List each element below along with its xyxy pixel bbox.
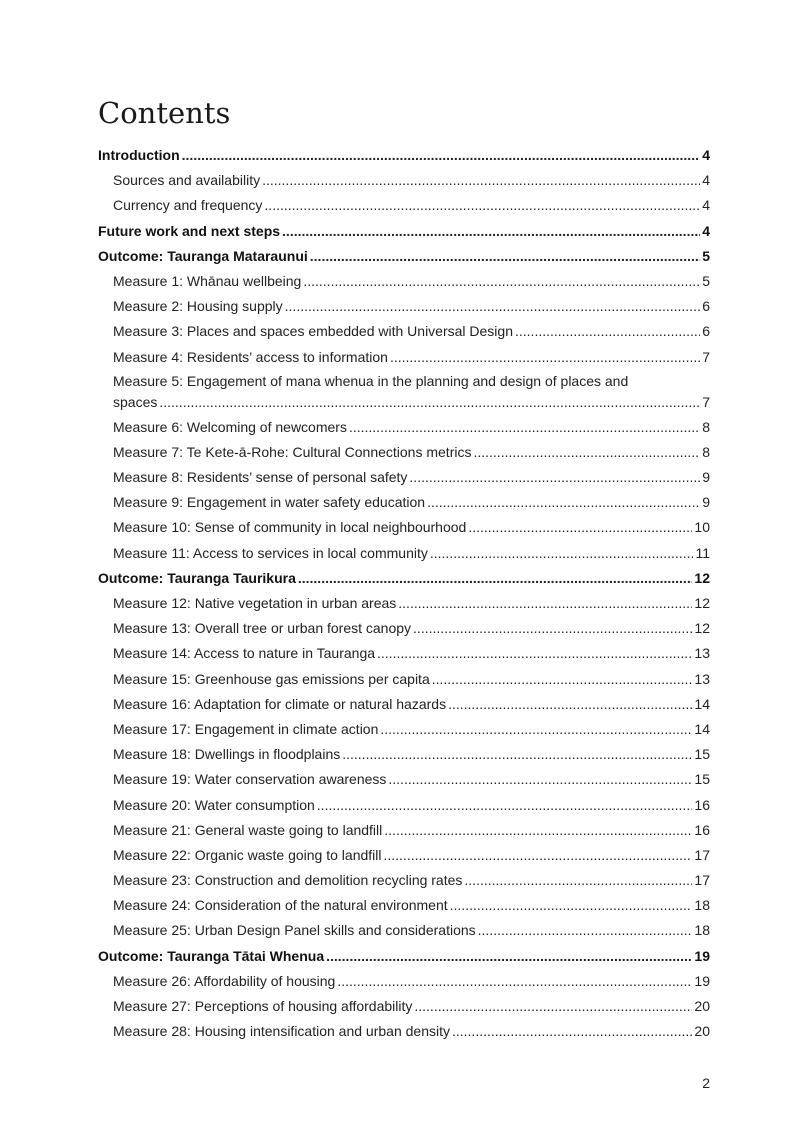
toc-entry-label: Measure 26: Affordability of housing bbox=[113, 972, 336, 989]
toc-entry-label: Measure 16: Adaptation for climate or natural hazards bbox=[113, 695, 447, 712]
toc-entry-page: 16 bbox=[694, 821, 710, 838]
toc-entry[interactable] bbox=[98, 168, 710, 193]
toc-entry-page: 11 bbox=[695, 544, 710, 561]
dot-leader bbox=[342, 742, 692, 767]
toc-entry-label: Measure 24: Consideration of the natural environment bbox=[113, 897, 448, 914]
toc-entry-page: 20 bbox=[694, 1023, 710, 1040]
toc-entry[interactable] bbox=[98, 793, 710, 818]
toc-entry-label: Outcome: Tauranga Mataraunui bbox=[98, 247, 308, 264]
toc-entry-label: Measure 9: Engagement in water safety education bbox=[113, 494, 426, 511]
toc-entry-label: Measure 17: Engagement in climate action bbox=[113, 720, 379, 737]
toc-entry-label: Measure 19: Water conservation awareness bbox=[113, 771, 387, 788]
toc-entry-page: 12 bbox=[694, 569, 710, 586]
dot-leader bbox=[349, 415, 700, 440]
toc-entry-label: Measure 3: Places and spaces embedded with Universal Design bbox=[113, 323, 513, 340]
toc-entry-page: 18 bbox=[694, 922, 710, 939]
toc-entry-page: 5 bbox=[702, 272, 710, 289]
toc-entry[interactable] bbox=[98, 692, 710, 717]
toc-entry-page: 6 bbox=[702, 298, 710, 315]
dot-leader bbox=[468, 515, 692, 540]
dot-leader bbox=[427, 490, 700, 515]
toc-entry-page: 16 bbox=[694, 796, 710, 813]
toc-entry-page: 12 bbox=[694, 595, 710, 611]
dot-leader bbox=[380, 717, 692, 742]
dot-leader bbox=[317, 793, 693, 818]
toc-entry[interactable] bbox=[98, 994, 710, 1019]
toc-entry[interactable] bbox=[98, 641, 710, 666]
toc-entry-label: Measure 8: Residents’ sense of personal safety bbox=[113, 469, 408, 486]
toc-entry-label: Measure 7: Te Kete-ā-Rohe: Cultural Connections metrics bbox=[113, 443, 472, 460]
toc-entry-label: Measure 1: Whānau wellbeing bbox=[113, 272, 302, 289]
toc-entry-label: Measure 6: Welcoming of newcomers bbox=[113, 418, 347, 435]
dot-leader bbox=[326, 944, 692, 969]
toc-entry[interactable] bbox=[98, 515, 710, 540]
dot-leader bbox=[182, 143, 701, 168]
toc-entry-page: 4 bbox=[702, 172, 710, 189]
toc-entry[interactable] bbox=[98, 969, 710, 994]
toc-entry-label: Currency and frequency bbox=[113, 197, 263, 214]
toc-entry-label: Measure 13: Overall tree or urban forest canopy bbox=[113, 620, 412, 637]
toc-heading-entry[interactable] bbox=[98, 944, 710, 969]
toc-entry-label: Measure 15: Greenhouse gas emissions per capita bbox=[113, 670, 430, 687]
dot-leader bbox=[159, 393, 700, 411]
toc-entry[interactable] bbox=[98, 742, 710, 767]
dot-leader bbox=[303, 269, 700, 294]
toc-entry-label: Outcome: Tauranga Taurikura bbox=[98, 569, 296, 586]
dot-leader bbox=[262, 168, 700, 193]
toc-entry-page: 18 bbox=[694, 897, 710, 914]
dot-leader bbox=[409, 465, 700, 490]
dot-leader bbox=[398, 591, 692, 616]
toc-entry[interactable] bbox=[98, 717, 710, 742]
toc-entry[interactable] bbox=[98, 415, 710, 440]
toc-entry-label: Measure 5: Engagement of mana whenua in the planning and design of places and bbox=[113, 372, 629, 389]
dot-leader bbox=[310, 244, 700, 269]
toc-entry-label: Measure 25: Urban Design Panel skills and considerations bbox=[113, 922, 476, 939]
toc-entry-page: 8 bbox=[702, 443, 710, 460]
dot-leader bbox=[448, 692, 692, 717]
toc-entry[interactable] bbox=[98, 345, 710, 370]
toc-entry-label: Future work and next steps bbox=[98, 222, 281, 239]
toc-entry-label: Measure 21: General waste going to landfill bbox=[113, 821, 383, 838]
toc-entry-page: 20 bbox=[694, 998, 710, 1014]
toc-entry-page: 9 bbox=[702, 469, 710, 486]
toc-entry[interactable] bbox=[98, 319, 710, 344]
toc-entry[interactable] bbox=[98, 893, 710, 918]
toc-entry-label: Measure 27: Perceptions of housing affordability bbox=[113, 998, 413, 1014]
dot-leader bbox=[298, 566, 693, 591]
dot-leader bbox=[285, 294, 701, 319]
toc-heading-entry[interactable] bbox=[98, 244, 710, 269]
toc-entry-page: 14 bbox=[694, 695, 710, 712]
toc-entry-label-continued: spaces bbox=[113, 393, 158, 410]
toc-heading-entry[interactable] bbox=[98, 566, 710, 591]
dot-leader bbox=[390, 345, 700, 370]
toc-entry-page: 8 bbox=[702, 418, 710, 435]
toc-entry-label: Measure 23: Construction and demolition recycling rates bbox=[113, 872, 463, 889]
toc-entry-page: 7 bbox=[702, 393, 710, 410]
page-title: Contents bbox=[98, 96, 231, 130]
dot-leader bbox=[452, 1019, 692, 1044]
toc-heading-entry[interactable] bbox=[98, 219, 710, 244]
toc-entry-label: Introduction bbox=[98, 147, 180, 163]
toc-entry[interactable] bbox=[98, 541, 710, 566]
toc-entry-page: 12 bbox=[694, 620, 710, 637]
toc-entry-label: Measure 22: Organic waste going to landfill bbox=[113, 846, 382, 863]
toc-entry-label: Measure 28: Housing intensification and urban density bbox=[113, 1023, 450, 1040]
toc-entry-label: Measure 2: Housing supply bbox=[113, 298, 283, 315]
dot-leader bbox=[384, 818, 692, 843]
toc-entry-page: 9 bbox=[702, 494, 710, 511]
toc-entry-label: Measure 12: Native vegetation in urban areas bbox=[113, 595, 397, 611]
toc-entry-page: 7 bbox=[702, 348, 710, 365]
toc-entry-label: Measure 11: Access to services in local community bbox=[113, 544, 428, 561]
toc-entry-page: 19 bbox=[694, 972, 710, 989]
toc-entry-label: Outcome: Tauranga Tātai Whenua bbox=[98, 947, 325, 964]
toc-entry-label: Measure 14: Access to nature in Tauranga bbox=[113, 645, 376, 662]
dot-leader bbox=[450, 893, 693, 918]
toc-entry-page: 4 bbox=[702, 147, 710, 163]
dot-leader bbox=[264, 193, 700, 218]
toc-entry[interactable] bbox=[98, 616, 710, 641]
page-number: 2 bbox=[702, 1075, 710, 1091]
dot-leader bbox=[432, 667, 693, 692]
toc-entry[interactable] bbox=[98, 843, 710, 868]
dot-leader bbox=[413, 616, 692, 641]
toc-entry[interactable] bbox=[98, 490, 710, 515]
dot-leader bbox=[515, 319, 700, 344]
dot-leader bbox=[388, 767, 692, 792]
dot-leader bbox=[337, 969, 692, 994]
toc-entry-page: 5 bbox=[702, 247, 710, 264]
toc-entry[interactable] bbox=[98, 1019, 710, 1044]
toc-entry-page: 14 bbox=[694, 720, 710, 737]
toc-entry[interactable] bbox=[98, 193, 710, 218]
dot-leader bbox=[464, 868, 692, 893]
toc-entry-page: 15 bbox=[694, 746, 710, 763]
toc-entry-page: 13 bbox=[694, 645, 710, 662]
toc-entry[interactable] bbox=[98, 465, 710, 490]
toc-entry[interactable] bbox=[98, 591, 710, 616]
toc-entry-page: 10 bbox=[694, 519, 710, 536]
toc-entry[interactable] bbox=[98, 918, 710, 943]
toc-entry-label: Measure 18: Dwellings in floodplains bbox=[113, 746, 341, 763]
dot-leader bbox=[478, 918, 693, 943]
toc-entry-page: 6 bbox=[702, 323, 710, 340]
toc-entry-page: 4 bbox=[702, 222, 710, 239]
toc-entry-page: 17 bbox=[694, 872, 710, 889]
toc-entry[interactable] bbox=[98, 294, 710, 319]
toc-entry-page: 15 bbox=[694, 771, 710, 788]
toc-entry-label: Measure 20: Water consumption bbox=[113, 796, 315, 813]
toc-entry-page: 17 bbox=[694, 846, 710, 863]
toc-entry[interactable] bbox=[98, 667, 710, 692]
toc-entry-page: 19 bbox=[694, 947, 710, 964]
toc-entry[interactable] bbox=[98, 269, 710, 294]
toc-entry[interactable] bbox=[98, 370, 710, 415]
toc-entry[interactable] bbox=[98, 818, 710, 843]
toc-entry[interactable] bbox=[98, 868, 710, 893]
dot-leader bbox=[383, 843, 692, 868]
toc-heading-entry[interactable] bbox=[98, 143, 710, 168]
dot-leader bbox=[282, 219, 700, 244]
dot-leader bbox=[377, 641, 692, 666]
table-of-contents bbox=[98, 143, 710, 1044]
toc-entry[interactable] bbox=[98, 767, 710, 792]
toc-entry[interactable] bbox=[98, 440, 710, 465]
dot-leader bbox=[473, 440, 700, 465]
toc-entry-label: Measure 10: Sense of community in local neighbourhood bbox=[113, 519, 467, 536]
toc-entry-page: 4 bbox=[702, 197, 710, 214]
toc-entry-page: 13 bbox=[694, 670, 710, 687]
dot-leader bbox=[430, 541, 694, 566]
toc-entry-label: Sources and availability bbox=[113, 172, 261, 189]
toc-entry-label: Measure 4: Residents’ access to information bbox=[113, 348, 388, 365]
dot-leader bbox=[414, 994, 692, 1019]
